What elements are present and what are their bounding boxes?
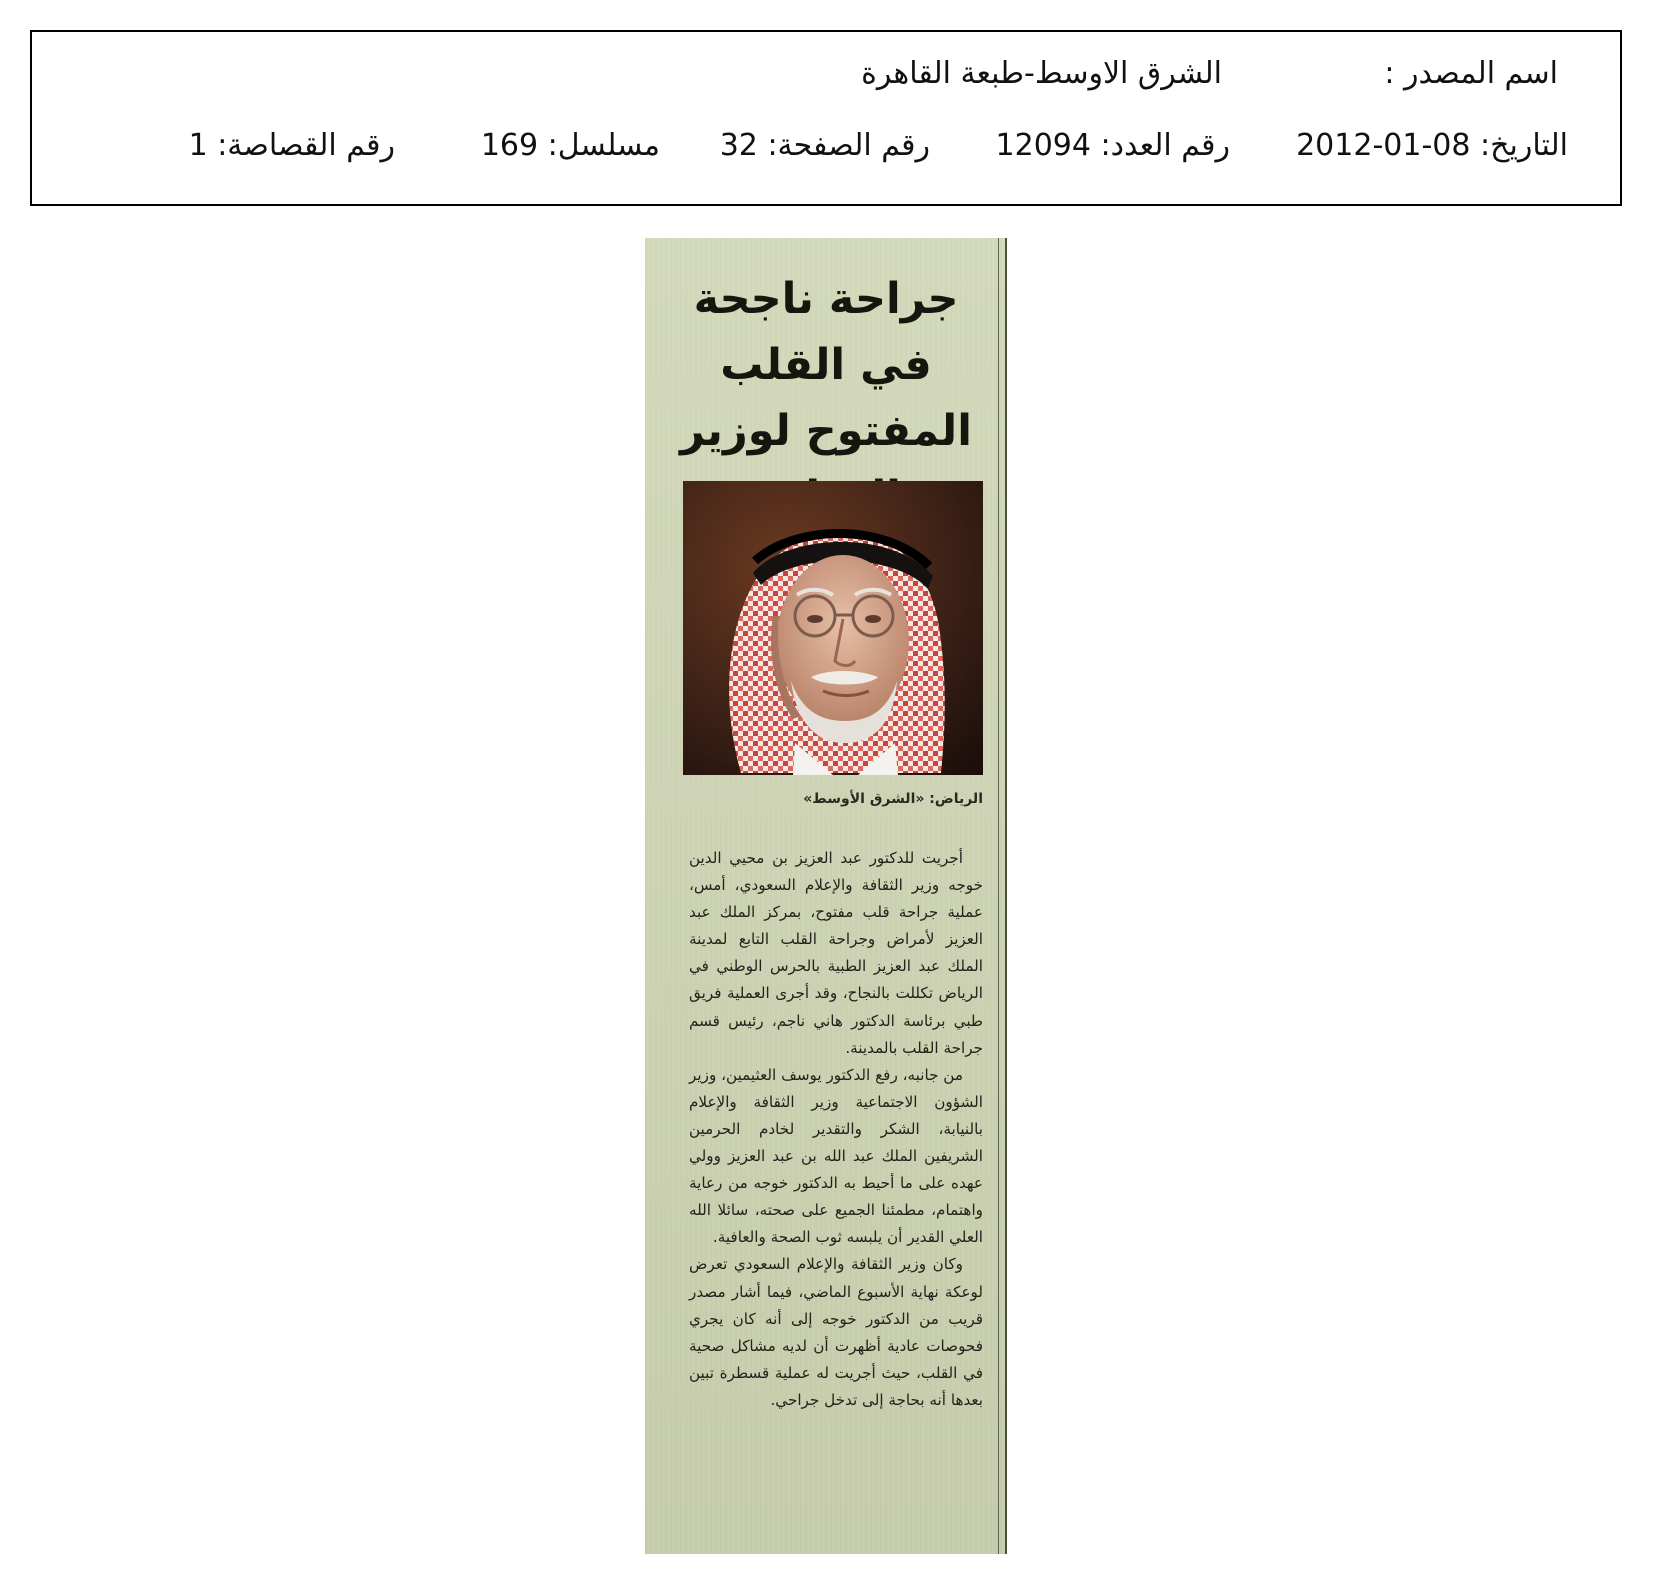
source-label: اسم المصدر :	[1384, 56, 1558, 91]
column-rule	[998, 238, 999, 1554]
article-paragraph: وكان وزير الثقافة والإعلام السعودي تعرض لوعكة نهاية الأسبوع الماضي، فيما أشار مصدر قريب من الدكتور خوجه إلى أنه كان يجري فحوصات عادية أظهرت أن لديه مشاكل صحية في القلب، حيث أجريت له عملية قسطرة تبين بعدها أنه بحاجة إلى تدخل جراحي.	[689, 1255, 983, 1409]
date-field: التاريخ: 08-01-2012	[1296, 128, 1568, 163]
source-value: الشرق الاوسط-طبعة القاهرة	[861, 56, 1222, 91]
newspaper-clipping	[645, 238, 1007, 1554]
clipping-metadata-box	[30, 30, 1622, 206]
portrait-image	[683, 481, 983, 775]
article-paragraph: من جانبه، رفع الدكتور يوسف العثيمين، وزير الشؤون الاجتماعية وزير الثقافة والإعلام بالنيابة، الشكر والتقدير لخادم الحرمين الشريفين الملك عبد الله بن عبد العزيز وولي عهده على ما أحيط به الدكتور خوجه من رعاية واهتمام، مطمئنا الجميع على صحته، سائلا الله العلي القدير أن يلبسه ثوب الصحة والعافية.	[689, 1065, 983, 1247]
article-body	[689, 845, 983, 1414]
source-row	[32, 54, 1620, 94]
details-row	[32, 126, 1620, 166]
article-paragraph: أجريت للدكتور عبد العزيز بن محيي الدين خوجه وزير الثقافة والإعلام السعودي، أمس، عملية جراحة قلب مفتوح، بمركز الملك عبد العزيز لأمراض وجراحة القلب التابع لمدينة الملك عبد العزيز الطبية بالحرس الوطني في الرياض تكللت بالنجاح، وقد أجرى العملية فريق طبي برئاسة الدكتور هاني ناجم، رئيس قسم جراحة القلب بالمدينة.	[689, 849, 983, 1057]
page-number-field: رقم الصفحة: 32	[719, 128, 930, 163]
issue-number-field: رقم العدد: 12094	[995, 128, 1230, 163]
article-dateline: الرياض: «الشرق الأوسط»	[803, 791, 983, 807]
clip-number-field: رقم القصاصة: 1	[188, 128, 395, 163]
minister-portrait-photo	[683, 481, 983, 775]
serial-number-field: مسلسل: 169	[480, 128, 660, 163]
article-headline: جراحة ناجحة في القلب المفتوح لوزير	[680, 274, 972, 456]
